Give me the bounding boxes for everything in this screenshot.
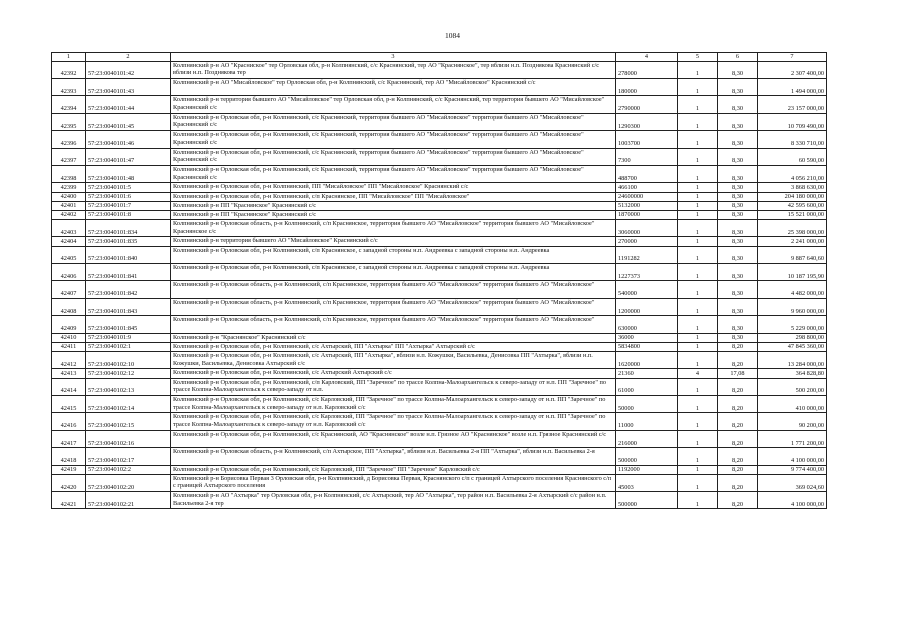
- area-value: 1870000: [616, 210, 678, 219]
- address-description: Колпнянский р-н Орловская обл, р-н Колпнянский, с/с Краснянский, территория бывшего АО "Мисайловское" территория бывшего АО "Мисайловское" Краснянский с/с: [171, 113, 616, 130]
- area-value: 1192000: [616, 465, 678, 474]
- sum-value: 25 398 000,00: [758, 220, 827, 237]
- count-value: 1: [678, 183, 718, 192]
- cadastral-number: 57:23:0040101:42: [86, 61, 171, 78]
- cadastral-number: 57:23:0040102:12: [86, 369, 171, 378]
- rate-value: 8,30: [718, 246, 758, 263]
- table-row: [52, 183, 827, 192]
- address-description: Колпнянский р-н Орловская обл, р-н Колпнянский, с/с Карловский, ПП "Заречное" по трассе Колпна-Малоархангельск к северо-западу от н.п. ПП "Заречное" по трассе Колпна-Малоархангельск к северо-западу от н.п. Карловский с/с: [171, 413, 616, 430]
- address-description: Колпнянский р-н Орловская область, р-н Колпнянский, с/п Краснянское, территория бывшего АО "Мисайловское" территория бывшего АО "Мисайловское": [171, 281, 616, 298]
- sum-value: 4 100 000,00: [758, 448, 827, 465]
- table-row: [52, 492, 827, 509]
- row-number: 42404: [52, 237, 86, 246]
- rate-value: 8,20: [718, 474, 758, 491]
- area-value: 1200000: [616, 298, 678, 315]
- address-description: Колпнянский р-н территория бывшего АО "Мисайловское" Краснянский с/с: [171, 237, 616, 246]
- address-description: Колпнянский р-н Орловская обл, р-н Колпнянский, с/с Краснянский, территория бывшего АО "Мисайловское" территория бывшего АО "Мисайловское" Краснянский с/с: [171, 131, 616, 148]
- row-number: 42414: [52, 378, 86, 395]
- column-header: 5: [678, 53, 718, 62]
- table-row: [52, 113, 827, 130]
- cadastral-number: 57:23:0040102:13: [86, 378, 171, 395]
- area-value: 21360: [616, 369, 678, 378]
- address-description: Колпнянский р-н Орловская область, р-н Колпнянский, с/п Ахтырское, ПП "Ахтырка", вблизи н.п. Васильевка 2-я ПП "Ахтырка", вблизи н.п. Васильевка 2-я: [171, 448, 616, 465]
- address-description: Колпнянский р-н Орловская обл, р-н Колпнянский, с/с Ахтырский, ПП "Ахтырка", вблизи н.п. Кожушки, Васильевка, Денисовка ПП "Ахтырка", вблизи н.п. Кожушки, Васильевка, Денисовка Ахтырский с/с: [171, 351, 616, 368]
- table-row: [52, 298, 827, 315]
- address-description: Колпнянский р-н "Краснянское" Краснянский с/с: [171, 333, 616, 342]
- address-description: Колпнянский р-н Орловская обл, р-н Колпнянский, с/с Ахтырский Ахтырский с/с: [171, 369, 616, 378]
- cadastral-number: 57:23:0040101:835: [86, 237, 171, 246]
- table-row: [52, 165, 827, 182]
- sum-value: 4 482 000,00: [758, 281, 827, 298]
- count-value: 1: [678, 61, 718, 78]
- area-value: 5132000: [616, 201, 678, 210]
- sum-value: 364 828,80: [758, 369, 827, 378]
- row-number: 42416: [52, 413, 86, 430]
- sum-value: 5 229 000,00: [758, 316, 827, 333]
- rate-value: 8,30: [718, 61, 758, 78]
- area-value: 5834800: [616, 342, 678, 351]
- area-value: 24600000: [616, 192, 678, 201]
- address-description: Колпнянский р-н территория бывшего АО "Мисайловское" тер Орловская обл, р-н Колпнянский, с/с Краснянский, тер территория бывшего АО "Мисайловское" Краснянский с/с: [171, 96, 616, 113]
- table-row: [52, 333, 827, 342]
- column-header: 1: [52, 53, 86, 62]
- cadastral-number: 57:23:0040101:5: [86, 183, 171, 192]
- address-description: Колпнянский р-н Орловская область, р-н Колпнянский, с/п Краснянское, территория бывшего АО "Мисайловское" территория бывшего АО "Мисайловское" Краснянское с/с: [171, 220, 616, 237]
- row-number: 42419: [52, 465, 86, 474]
- rate-value: 8,30: [718, 298, 758, 315]
- row-number: 42411: [52, 342, 86, 351]
- count-value: 4: [678, 369, 718, 378]
- row-number: 42396: [52, 131, 86, 148]
- row-number: 42397: [52, 148, 86, 165]
- row-number: 42420: [52, 474, 86, 491]
- cadastral-number: 57:23:0040101:842: [86, 281, 171, 298]
- cadastral-number: 57:23:0040101:8: [86, 210, 171, 219]
- area-value: 61000: [616, 378, 678, 395]
- sum-value: 8 330 710,00: [758, 131, 827, 148]
- count-value: 1: [678, 148, 718, 165]
- sum-value: 500 200,00: [758, 378, 827, 395]
- address-description: Колпнянский р-н Орловская обл, р-н Колпнянский, с/с Краснянский, АО "Краснянское" возле н.п. Грязное АО "Краснянское" возле н.п. Грязное Краснянский с/с: [171, 430, 616, 447]
- cadastral-number: 57:23:0040101:7: [86, 201, 171, 210]
- sum-value: 47 845 360,00: [758, 342, 827, 351]
- row-number: 42412: [52, 351, 86, 368]
- table-row: [52, 96, 827, 113]
- area-value: 36000: [616, 333, 678, 342]
- sum-value: 9 960 000,00: [758, 298, 827, 315]
- sum-value: 1 771 200,00: [758, 430, 827, 447]
- rate-value: 8,30: [718, 131, 758, 148]
- address-description: Колпнянский р-н АО "Красниское" тер Орловская обл, р-н Колпнянский, с/с Краснянский, тер АО "Краснянское", тер вблизи н.п. Позднякова Краснянский с/с вблизи н.п. Позднякова тер: [171, 61, 616, 78]
- rate-value: 8,20: [718, 430, 758, 447]
- table-row: [52, 395, 827, 412]
- rate-value: 8,30: [718, 220, 758, 237]
- rate-value: 8,20: [718, 351, 758, 368]
- sum-value: 4 100 000,00: [758, 492, 827, 509]
- sum-value: 369 024,60: [758, 474, 827, 491]
- area-value: 45003: [616, 474, 678, 491]
- address-description: Колпнянский р-н Орловская обл, р-н Колпнянский, с/с Краснянский, территория бывшего АО "Мисайловское" территория бывшего АО "Мисайловское" Краснянский с/с: [171, 165, 616, 182]
- table-row: [52, 237, 827, 246]
- header-row: [52, 53, 827, 62]
- area-value: 1191282: [616, 246, 678, 263]
- sum-value: 1 494 000,00: [758, 78, 827, 95]
- address-description: Колпнянский р-н ПП "Краснянское" Краснянский с/с: [171, 210, 616, 219]
- count-value: 1: [678, 342, 718, 351]
- row-number: 42417: [52, 430, 86, 447]
- count-value: 1: [678, 333, 718, 342]
- column-header: 6: [718, 53, 758, 62]
- sum-value: 298 800,00: [758, 333, 827, 342]
- rate-value: 8,30: [718, 113, 758, 130]
- area-value: 270000: [616, 237, 678, 246]
- rate-value: 8,30: [718, 96, 758, 113]
- table-row: [52, 78, 827, 95]
- cadastral-number: 57:23:0040102:2: [86, 465, 171, 474]
- row-number: 42398: [52, 165, 86, 182]
- area-value: 1227373: [616, 264, 678, 281]
- count-value: 1: [678, 246, 718, 263]
- address-description: Колпнянский р-н Орловская обл, р-н Колпнянский, с/п Краснянское, с западной стороны н.п. Андреевка с западной стороны н.п. Андреевка: [171, 264, 616, 281]
- cadastral-number: 57:23:0040101:9: [86, 333, 171, 342]
- address-description: Колпнянский р-н ПП "Краснянское" Краснянский с/с: [171, 201, 616, 210]
- column-header: 4: [616, 53, 678, 62]
- area-value: 7300: [616, 148, 678, 165]
- rate-value: 8,30: [718, 333, 758, 342]
- cadastral-number: 57:23:0040101:841: [86, 264, 171, 281]
- address-description: Колпнянский р-н Орловская обл, р-н Колпнянский, с/с Ахтырский, ПП "Ахтырка" ПП "Ахтырка" Ахтырский с/с: [171, 342, 616, 351]
- address-description: Колпнянский р-н Орловская обл, р-н Колпнянский, ПП "Мисайловское" ПП "Мисайловское" Краснянский с/с: [171, 183, 616, 192]
- cadastral-number: 57:23:0040101:843: [86, 298, 171, 315]
- row-number: 42409: [52, 316, 86, 333]
- rate-value: 8,30: [718, 148, 758, 165]
- cadastral-number: 57:23:0040101:6: [86, 192, 171, 201]
- sum-value: 10 187 195,90: [758, 264, 827, 281]
- sum-value: 204 180 000,00: [758, 192, 827, 201]
- count-value: 1: [678, 378, 718, 395]
- cadastral-number: 57:23:0040102:21: [86, 492, 171, 509]
- sum-value: 2 307 400,00: [758, 61, 827, 78]
- area-value: 488700: [616, 165, 678, 182]
- row-number: 42406: [52, 264, 86, 281]
- area-value: 500000: [616, 492, 678, 509]
- cadastral-number: 57:23:0040101:48: [86, 165, 171, 182]
- sum-value: 15 521 000,00: [758, 210, 827, 219]
- rate-value: 8,30: [718, 165, 758, 182]
- rate-value: 8,30: [718, 237, 758, 246]
- page-number: 1084: [445, 31, 460, 40]
- row-number: 42394: [52, 96, 86, 113]
- table-row: [52, 148, 827, 165]
- sum-value: 90 200,00: [758, 413, 827, 430]
- address-description: Колпнянский р-н АО "Ахтырка" тер Орловская обл, р-н Колпнянский, с/с Ахтырский, тер АО "Ахтырка", тер район н.п. Васильевка 2-я Ахтырский с/с район н.п. Васильевка 2-я тер: [171, 492, 616, 509]
- area-value: 466100: [616, 183, 678, 192]
- rate-value: 8,30: [718, 192, 758, 201]
- table-row: [52, 465, 827, 474]
- table-row: [52, 474, 827, 491]
- address-description: Колпнянский р-н Орловская область, р-н Колпнянский, с/п Краснянское, территория бывшего АО "Мисайловское" территория бывшего АО "Мисайловское": [171, 298, 616, 315]
- sum-value: 10 709 490,00: [758, 113, 827, 130]
- area-value: 1290300: [616, 113, 678, 130]
- count-value: 1: [678, 165, 718, 182]
- count-value: 1: [678, 474, 718, 491]
- address-description: Колпнянский р-н Орловская обл, р-н Колпнянский, с/с Краснянский, территория бывшего АО "Мисайловское" территория бывшего АО "Мисайловское" Краснянский с/с: [171, 148, 616, 165]
- cadastral-number: 57:23:0040101:43: [86, 78, 171, 95]
- table-row: [52, 430, 827, 447]
- area-value: 3060000: [616, 220, 678, 237]
- table-row: [52, 316, 827, 333]
- table-row: [52, 413, 827, 430]
- table-row: [52, 61, 827, 78]
- address-description: Колпнянский р-н Орловская обл, р-н Колпнянский, с/с Карловский, ПП "Заречное" ПП "Заречное" Карловский с/с: [171, 465, 616, 474]
- row-number: 42407: [52, 281, 86, 298]
- address-description: Колпнянский р-н Орловская обл, р-н Колпнянский, с/п Краснянское, с западной стороны н.п. Андреевка с западной стороны н.п. Андреевка: [171, 246, 616, 263]
- rate-value: 8,30: [718, 210, 758, 219]
- sum-value: 3 868 630,00: [758, 183, 827, 192]
- sum-value: 9 774 400,00: [758, 465, 827, 474]
- address-description: Колпнянский р-н Орловская обл, р-н Колпнянский, с/п Краснянское, ПП "Мисайловское" ПП "Мисайловское": [171, 192, 616, 201]
- count-value: 1: [678, 492, 718, 509]
- count-value: 1: [678, 465, 718, 474]
- table-row: [52, 131, 827, 148]
- table-row: [52, 369, 827, 378]
- area-value: 2790000: [616, 96, 678, 113]
- count-value: 1: [678, 201, 718, 210]
- table-row: [52, 351, 827, 368]
- cadastral-number: 57:23:0040102:14: [86, 395, 171, 412]
- area-value: 11000: [616, 413, 678, 430]
- row-number: 42405: [52, 246, 86, 263]
- sum-value: 42 595 600,00: [758, 201, 827, 210]
- sum-value: 23 157 000,00: [758, 96, 827, 113]
- table-row: [52, 220, 827, 237]
- rate-value: 8,20: [718, 492, 758, 509]
- table-row: [52, 448, 827, 465]
- rate-value: 8,30: [718, 201, 758, 210]
- row-number: 42410: [52, 333, 86, 342]
- sum-value: 13 284 000,00: [758, 351, 827, 368]
- sum-value: 9 887 640,60: [758, 246, 827, 263]
- count-value: 1: [678, 413, 718, 430]
- table-row: [52, 210, 827, 219]
- row-number: 42403: [52, 220, 86, 237]
- count-value: 1: [678, 96, 718, 113]
- sum-value: 4 056 210,00: [758, 165, 827, 182]
- rate-value: 8,20: [718, 413, 758, 430]
- rate-value: 17,08: [718, 369, 758, 378]
- row-number: 42408: [52, 298, 86, 315]
- sum-value: 410 000,00: [758, 395, 827, 412]
- address-description: Колпнянский р-н Борисовка Первая 3 Орловская обл, р-н Колпнянский, д Борисовка Первая, Краснянского с/п с границей Ахтырского поселения Краснянского с/п с границей Ахтырского поселения: [171, 474, 616, 491]
- row-number: 42418: [52, 448, 86, 465]
- table-row: [52, 378, 827, 395]
- area-value: 278000: [616, 61, 678, 78]
- count-value: 1: [678, 113, 718, 130]
- address-description: Колпнянский р-н Орловская обл, р-н Колпнянский, с/п Карловский, ПП "Заречное" по трассе Колпна-Малоархангельск к северо-западу от н.п. ПП "Заречное" по трассе Колпна-Малоархангельск к северо-западу от н.п.: [171, 378, 616, 395]
- row-number: 42395: [52, 113, 86, 130]
- cadastral-number: 57:23:0040102:17: [86, 448, 171, 465]
- cadastral-number: 57:23:0040101:44: [86, 96, 171, 113]
- row-number: 42392: [52, 61, 86, 78]
- address-description: Колпнянский р-н АО "Мисайловское" тер Орловская обл, р-н Колпнянский, с/с Краснянский, тер АО "Мисайловское" Краснянский с/с: [171, 78, 616, 95]
- table-row: [52, 342, 827, 351]
- area-value: 500000: [616, 448, 678, 465]
- address-description: Колпнянский р-н Орловская обл, р-н Колпнянский, с/с Карловский, ПП "Заречное" по трассе Колпна-Малоархангельск к северо-западу от н.п. ПП "Заречное" по трассе Колпна-Малоархангельск к северо-западу от н.п. Карловский с/с: [171, 395, 616, 412]
- sum-value: 2 241 000,00: [758, 237, 827, 246]
- column-header: 7: [758, 53, 827, 62]
- cadastral-number: 57:23:0040102:1: [86, 342, 171, 351]
- rate-value: 8,30: [718, 264, 758, 281]
- row-number: 42402: [52, 210, 86, 219]
- cadastral-table: [51, 52, 827, 509]
- rate-value: 8,20: [718, 465, 758, 474]
- count-value: 1: [678, 316, 718, 333]
- table-row: [52, 281, 827, 298]
- row-number: 42393: [52, 78, 86, 95]
- row-number: 42415: [52, 395, 86, 412]
- count-value: 1: [678, 78, 718, 95]
- rate-value: 8,20: [718, 448, 758, 465]
- cadastral-number: 57:23:0040101:45: [86, 113, 171, 130]
- rate-value: 8,20: [718, 378, 758, 395]
- table-row: [52, 264, 827, 281]
- rate-value: 8,20: [718, 342, 758, 351]
- sum-value: 60 590,00: [758, 148, 827, 165]
- area-value: 216000: [616, 430, 678, 447]
- count-value: 1: [678, 220, 718, 237]
- area-value: 1620000: [616, 351, 678, 368]
- cadastral-number: 57:23:0040102:20: [86, 474, 171, 491]
- row-number: 42401: [52, 201, 86, 210]
- area-value: 50000: [616, 395, 678, 412]
- count-value: 1: [678, 281, 718, 298]
- rate-value: 8,30: [718, 281, 758, 298]
- row-number: 42399: [52, 183, 86, 192]
- count-value: 1: [678, 298, 718, 315]
- cadastral-number: 57:23:0040102:15: [86, 413, 171, 430]
- count-value: 1: [678, 395, 718, 412]
- cadastral-number: 57:23:0040101:46: [86, 131, 171, 148]
- count-value: 1: [678, 237, 718, 246]
- cadastral-number: 57:23:0040102:16: [86, 430, 171, 447]
- address-description: Колпнянский р-н Орловская область, р-н Колпнянский, с/п Краснянское, территория бывшего АО "Мисайловское" территория бывшего АО "Мисайловское": [171, 316, 616, 333]
- rate-value: 8,30: [718, 78, 758, 95]
- count-value: 1: [678, 351, 718, 368]
- row-number: 42421: [52, 492, 86, 509]
- count-value: 1: [678, 210, 718, 219]
- count-value: 1: [678, 430, 718, 447]
- rate-value: 8,20: [718, 395, 758, 412]
- count-value: 1: [678, 264, 718, 281]
- area-value: 630000: [616, 316, 678, 333]
- count-value: 1: [678, 131, 718, 148]
- row-number: 42413: [52, 369, 86, 378]
- cadastral-number: 57:23:0040102:10: [86, 351, 171, 368]
- count-value: 1: [678, 448, 718, 465]
- cadastral-number: 57:23:0040101:840: [86, 246, 171, 263]
- row-number: 42400: [52, 192, 86, 201]
- cadastral-number: 57:23:0040101:47: [86, 148, 171, 165]
- cadastral-number: 57:23:0040101:845: [86, 316, 171, 333]
- rate-value: 8,30: [718, 183, 758, 192]
- column-header: 3: [171, 53, 616, 62]
- cadastral-number: 57:23:0040101:834: [86, 220, 171, 237]
- area-value: 180000: [616, 78, 678, 95]
- table-row: [52, 246, 827, 263]
- area-value: 540000: [616, 281, 678, 298]
- table-row: [52, 192, 827, 201]
- column-header: 2: [86, 53, 171, 62]
- area-value: 1003700: [616, 131, 678, 148]
- table-row: [52, 201, 827, 210]
- rate-value: 8,30: [718, 316, 758, 333]
- count-value: 1: [678, 192, 718, 201]
